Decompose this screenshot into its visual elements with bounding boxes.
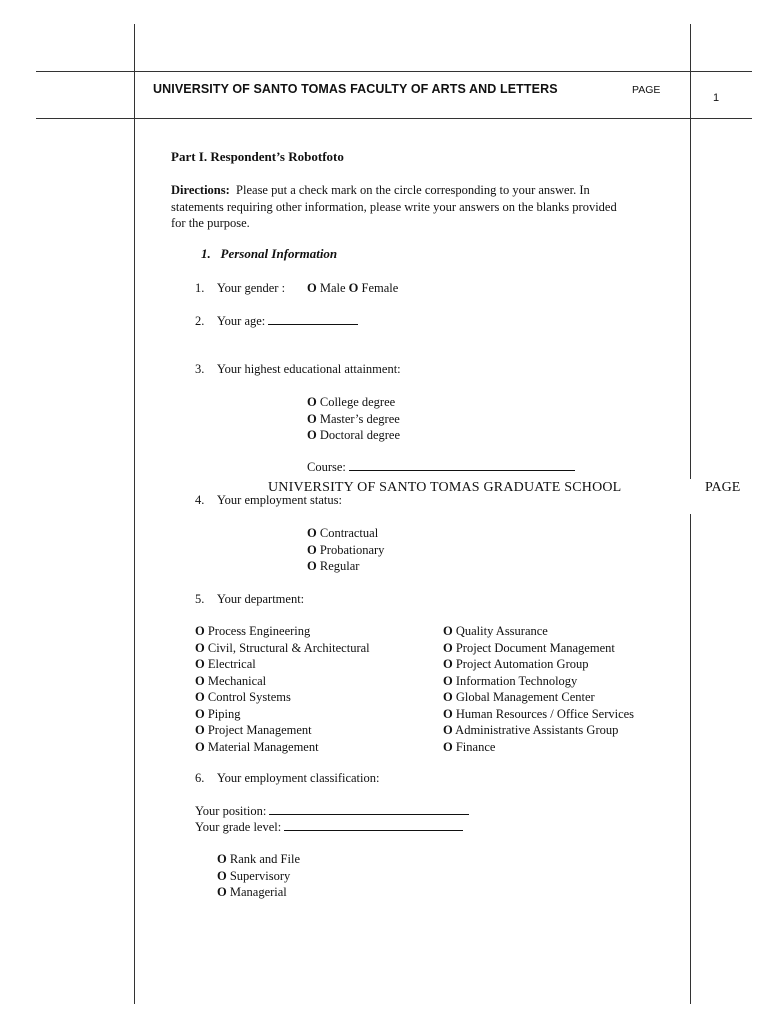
department-radio[interactable]: O <box>443 706 453 721</box>
part-title: Part I. Respondent’s Robotfoto <box>171 149 344 164</box>
education-option[interactable] <box>307 411 400 428</box>
course-field <box>307 459 575 476</box>
department-option[interactable] <box>443 739 634 756</box>
status-label: Probationary <box>319 542 385 557</box>
grade-field <box>195 819 463 836</box>
department-radio[interactable]: O <box>195 657 205 671</box>
department-label: Project Management <box>207 723 312 737</box>
classification-radio[interactable]: O <box>217 868 227 883</box>
education-option[interactable] <box>307 427 400 444</box>
female-label: Female <box>361 281 399 295</box>
department-label: Mechanical <box>207 673 267 688</box>
department-label: Civil, Structural & Architectural <box>207 640 370 655</box>
department-label: Global Management Center <box>455 690 595 704</box>
course-label: Course: <box>307 460 346 474</box>
department-radio[interactable]: O <box>443 624 453 638</box>
q5-department <box>195 591 304 608</box>
department-radio[interactable]: O <box>195 640 205 655</box>
q3-number: 3. <box>195 362 205 376</box>
department-option[interactable] <box>195 722 370 739</box>
header-page-number: 1 <box>713 92 720 104</box>
department-option[interactable] <box>443 689 634 706</box>
q4-options <box>307 525 384 575</box>
department-label: Finance <box>455 739 496 754</box>
directions-label: Directions: <box>171 183 230 197</box>
education-radio[interactable]: O <box>307 428 317 442</box>
position-label: Your position: <box>195 804 267 818</box>
department-option[interactable] <box>443 656 634 673</box>
classification-radio[interactable]: O <box>217 885 227 899</box>
position-blank[interactable] <box>269 803 469 815</box>
department-option[interactable] <box>443 706 634 723</box>
grade-blank[interactable] <box>284 819 463 831</box>
grade-label: Your grade level: <box>195 820 282 834</box>
department-radio[interactable]: O <box>195 690 205 704</box>
q2-number: 2. <box>195 314 205 328</box>
status-radio[interactable]: O <box>307 542 317 557</box>
department-radio[interactable]: O <box>443 723 453 737</box>
classification-option[interactable] <box>217 868 300 885</box>
department-right-column <box>443 623 634 755</box>
education-label: College degree <box>319 395 396 409</box>
male-option[interactable] <box>307 281 346 295</box>
status-option[interactable] <box>307 558 384 575</box>
header-top-rule <box>36 71 752 72</box>
q4-text: Your employment status: <box>216 493 342 507</box>
q6-number: 6. <box>195 771 205 785</box>
q3-education <box>195 361 401 378</box>
q2-age <box>195 313 358 330</box>
department-option[interactable] <box>443 623 634 640</box>
department-option[interactable] <box>195 623 370 640</box>
department-option[interactable] <box>443 722 634 739</box>
department-radio[interactable]: O <box>195 706 205 721</box>
classification-label: Rank and File <box>229 852 300 866</box>
course-blank[interactable] <box>349 459 575 471</box>
department-option[interactable] <box>195 673 370 690</box>
header-bottom-rule <box>36 118 752 119</box>
department-label: Material Management <box>207 739 319 754</box>
section-heading: 1. Personal Information <box>201 246 338 261</box>
department-label: Human Resources / Office Services <box>455 706 635 721</box>
q4-employment-status <box>195 492 342 509</box>
classification-option[interactable] <box>217 851 300 868</box>
education-label: Doctoral degree <box>319 428 401 442</box>
department-option[interactable] <box>195 689 370 706</box>
classification-label: Supervisory <box>229 868 291 883</box>
education-radio[interactable]: O <box>307 411 317 426</box>
q1-gender <box>195 280 285 297</box>
q1-number: 1. <box>195 281 205 295</box>
department-radio[interactable]: O <box>443 673 453 688</box>
q6-text: Your employment classification: <box>216 771 380 785</box>
q5-number: 5. <box>195 592 205 606</box>
left-margin-line <box>134 24 135 1004</box>
department-radio[interactable]: O <box>443 657 453 671</box>
q6-classification <box>195 770 379 787</box>
department-radio[interactable]: O <box>195 673 205 688</box>
q3-options <box>307 394 400 444</box>
department-label: Information Technology <box>455 673 578 688</box>
directions <box>171 182 681 232</box>
q5-text: Your department: <box>216 592 305 606</box>
department-radio[interactable]: O <box>195 624 205 638</box>
right-margin-line-upper <box>690 24 691 479</box>
classification-radio[interactable]: O <box>217 852 227 866</box>
position-field <box>195 803 469 820</box>
department-label: Quality Assurance <box>455 624 548 638</box>
department-radio[interactable]: O <box>195 723 205 737</box>
male-label: Male <box>319 281 346 295</box>
department-label: Administrative Assistants Group <box>455 723 619 737</box>
department-label: Project Automation Group <box>455 657 589 671</box>
male-radio[interactable]: O <box>307 281 317 295</box>
department-radio[interactable]: O <box>443 690 453 704</box>
overlay-header-page-label: PAGE <box>705 480 741 495</box>
department-option[interactable] <box>195 640 370 657</box>
directions-line3: for the purpose. <box>171 216 250 230</box>
department-label: Control Systems <box>207 690 291 704</box>
header-title: UNIVERSITY OF SANTO TOMAS FACULTY OF ARTS AND LETTERS <box>153 82 558 96</box>
department-option[interactable] <box>195 656 370 673</box>
classification-option[interactable] <box>217 884 300 901</box>
status-label: Contractual <box>319 526 379 540</box>
education-option[interactable] <box>307 394 400 411</box>
directions-line1: Please put a check mark on the circle corresponding to your answer. In <box>236 183 590 197</box>
q4-number: 4. <box>195 493 205 507</box>
department-radio[interactable]: O <box>443 739 453 754</box>
q1-options <box>307 280 398 297</box>
status-label: Regular <box>319 559 360 573</box>
q3-text: Your highest educational attainment: <box>216 362 401 376</box>
department-option[interactable] <box>195 739 370 756</box>
overlay-header-title: UNIVERSITY OF SANTO TOMAS GRADUATE SCHOOL <box>268 480 622 495</box>
age-blank[interactable] <box>268 313 358 325</box>
department-label: Process Engineering <box>207 624 311 638</box>
classification-label: Managerial <box>229 885 287 899</box>
q2-text: Your age: <box>216 314 266 328</box>
right-margin-line-lower <box>690 514 691 1004</box>
department-left-column <box>195 623 370 755</box>
status-option[interactable] <box>307 525 384 542</box>
department-option[interactable] <box>443 673 634 690</box>
header-page-label: PAGE <box>632 84 661 96</box>
department-option[interactable] <box>195 706 370 723</box>
status-option[interactable] <box>307 542 384 559</box>
status-radio[interactable]: O <box>307 559 317 573</box>
department-label: Project Document Management <box>455 640 615 655</box>
directions-line2: statements requiring other information, please write your answers on the blanks provided <box>171 199 617 214</box>
education-label: Master’s degree <box>319 411 400 426</box>
education-radio[interactable]: O <box>307 395 317 409</box>
q6-options <box>217 851 300 901</box>
department-option[interactable] <box>443 640 634 657</box>
female-radio[interactable]: O <box>348 281 359 295</box>
status-radio[interactable]: O <box>307 526 317 540</box>
female-option[interactable] <box>349 281 399 295</box>
department-radio[interactable]: O <box>195 739 205 754</box>
department-label: Electrical <box>207 657 256 671</box>
department-radio[interactable]: O <box>443 640 453 655</box>
department-label: Piping <box>207 706 241 721</box>
q1-text: Your gender : <box>216 281 286 295</box>
